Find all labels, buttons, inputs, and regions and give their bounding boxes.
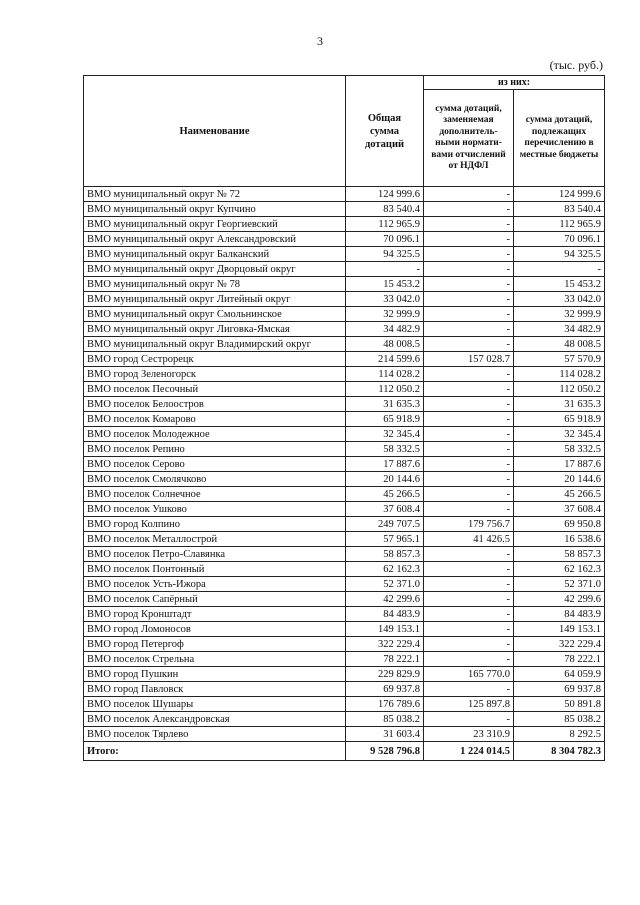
row-transfer: 322 229.4 (514, 637, 605, 652)
table-row (84, 262, 605, 277)
row-total: 17 887.6 (346, 457, 424, 472)
row-transfer: 31 635.3 (514, 397, 605, 412)
row-transfer: 69 937.8 (514, 682, 605, 697)
table-row (84, 397, 605, 412)
row-replaced: - (424, 622, 514, 637)
row-replaced: - (424, 562, 514, 577)
table-row (84, 307, 605, 322)
row-replaced: 157 028.7 (424, 352, 514, 367)
row-replaced: - (424, 247, 514, 262)
table-row (84, 532, 605, 547)
row-name: ВМО город Зеленогорск (84, 367, 346, 382)
row-name: ВМО поселок Ушково (84, 502, 346, 517)
row-name: ВМО город Сестрорецк (84, 352, 346, 367)
table-row (84, 637, 605, 652)
table-row (84, 697, 605, 712)
header-of-which: из них: (424, 76, 605, 90)
table-row (84, 187, 605, 202)
row-total: 114 028.2 (346, 367, 424, 382)
row-name: ВМО муниципальный округ Владимирский округ (84, 337, 346, 352)
row-total: 58 857.3 (346, 547, 424, 562)
row-replaced: - (424, 607, 514, 622)
row-transfer: 15 453.2 (514, 277, 605, 292)
row-name: ВМО муниципальный округ Балканский (84, 247, 346, 262)
row-total: 45 266.5 (346, 487, 424, 502)
row-transfer: - (514, 262, 605, 277)
row-name: ВМО поселок Понтонный (84, 562, 346, 577)
row-total: 78 222.1 (346, 652, 424, 667)
row-transfer: 149 153.1 (514, 622, 605, 637)
row-replaced: - (424, 457, 514, 472)
row-total: 149 153.1 (346, 622, 424, 637)
row-replaced: - (424, 262, 514, 277)
row-name: ВМО поселок Шушары (84, 697, 346, 712)
table-row (84, 577, 605, 592)
table-row (84, 592, 605, 607)
total-transfer: 8 304 782.3 (514, 742, 605, 761)
row-total: 322 229.4 (346, 637, 424, 652)
row-name: ВМО муниципальный округ Купчино (84, 202, 346, 217)
row-transfer: 32 999.9 (514, 307, 605, 322)
units-label: (тыс. руб.) (549, 58, 603, 72)
row-total: 249 707.5 (346, 517, 424, 532)
header-replaced: сумма дотаций, заменяемая дополнитель-ными нормати-вами отчислений от НДФЛ (424, 90, 514, 187)
row-transfer: 124 999.6 (514, 187, 605, 202)
row-replaced: 179 756.7 (424, 517, 514, 532)
table-row (84, 562, 605, 577)
row-transfer: 78 222.1 (514, 652, 605, 667)
row-replaced: - (424, 397, 514, 412)
row-name: ВМО поселок Белоостров (84, 397, 346, 412)
table-row (84, 367, 605, 382)
table-row (84, 622, 605, 637)
table-row (84, 547, 605, 562)
row-transfer: 83 540.4 (514, 202, 605, 217)
row-replaced: - (424, 502, 514, 517)
row-replaced: - (424, 232, 514, 247)
row-total: 33 042.0 (346, 292, 424, 307)
row-total: 229 829.9 (346, 667, 424, 682)
row-name: ВМО муниципальный округ Литейный округ (84, 292, 346, 307)
row-replaced: - (424, 712, 514, 727)
header-name: Наименование (84, 76, 346, 187)
row-transfer: 45 266.5 (514, 487, 605, 502)
row-transfer: 84 483.9 (514, 607, 605, 622)
table-row (84, 232, 605, 247)
row-replaced: - (424, 682, 514, 697)
page-number: 3 (317, 34, 323, 48)
table-row (84, 712, 605, 727)
row-replaced: - (424, 367, 514, 382)
row-replaced: - (424, 382, 514, 397)
row-total: 52 371.0 (346, 577, 424, 592)
table-row (84, 727, 605, 742)
row-replaced: 165 770.0 (424, 667, 514, 682)
row-replaced: - (424, 322, 514, 337)
row-total: 31 635.3 (346, 397, 424, 412)
row-transfer: 69 950.8 (514, 517, 605, 532)
row-total: 84 483.9 (346, 607, 424, 622)
row-transfer: 64 059.9 (514, 667, 605, 682)
row-transfer: 58 332.5 (514, 442, 605, 457)
subsidy-table (83, 75, 605, 761)
row-name: ВМО поселок Петро-Славянка (84, 547, 346, 562)
row-total: 112 050.2 (346, 382, 424, 397)
row-total: - (346, 262, 424, 277)
table-row (84, 337, 605, 352)
row-replaced: - (424, 307, 514, 322)
row-name: ВМО поселок Металлострой (84, 532, 346, 547)
table-row (84, 277, 605, 292)
row-name: ВМО поселок Усть-Ижора (84, 577, 346, 592)
row-name: ВМО поселок Молодежное (84, 427, 346, 442)
row-name: ВМО город Пушкин (84, 667, 346, 682)
row-transfer: 48 008.5 (514, 337, 605, 352)
row-total: 34 482.9 (346, 322, 424, 337)
row-transfer: 65 918.9 (514, 412, 605, 427)
row-total: 124 999.6 (346, 187, 424, 202)
row-replaced: - (424, 592, 514, 607)
row-name: ВМО город Петергоф (84, 637, 346, 652)
table-row (84, 442, 605, 457)
row-replaced: - (424, 277, 514, 292)
row-total: 32 345.4 (346, 427, 424, 442)
row-replaced: 125 897.8 (424, 697, 514, 712)
row-replaced: 23 310.9 (424, 727, 514, 742)
header-transfer: сумма дотаций, подлежащих перечислению в местные бюджеты (514, 90, 605, 187)
row-replaced: - (424, 577, 514, 592)
row-name: ВМО муниципальный округ Георгиевский (84, 217, 346, 232)
row-transfer: 112 965.9 (514, 217, 605, 232)
row-name: ВМО поселок Солнечное (84, 487, 346, 502)
row-transfer: 20 144.6 (514, 472, 605, 487)
table-row (84, 427, 605, 442)
row-total: 31 603.4 (346, 727, 424, 742)
row-transfer: 17 887.6 (514, 457, 605, 472)
row-transfer: 94 325.5 (514, 247, 605, 262)
table-row (84, 217, 605, 232)
row-name: ВМО поселок Комарово (84, 412, 346, 427)
table-row (84, 202, 605, 217)
row-name: ВМО поселок Смолячково (84, 472, 346, 487)
row-replaced: - (424, 442, 514, 457)
row-total: 214 599.6 (346, 352, 424, 367)
header-total: Общая сумма дотаций (346, 76, 424, 187)
total-sum: 9 528 796.8 (346, 742, 424, 761)
table-row (84, 322, 605, 337)
row-transfer: 114 028.2 (514, 367, 605, 382)
row-name: ВМО поселок Сапёрный (84, 592, 346, 607)
row-name: ВМО поселок Репино (84, 442, 346, 457)
row-transfer: 70 096.1 (514, 232, 605, 247)
table-row (84, 517, 605, 532)
row-name: ВМО город Колпино (84, 517, 346, 532)
row-total: 70 096.1 (346, 232, 424, 247)
row-transfer: 112 050.2 (514, 382, 605, 397)
row-replaced: 41 426.5 (424, 532, 514, 547)
row-transfer: 42 299.6 (514, 592, 605, 607)
row-transfer: 34 482.9 (514, 322, 605, 337)
row-total: 85 038.2 (346, 712, 424, 727)
row-transfer: 50 891.8 (514, 697, 605, 712)
row-replaced: - (424, 637, 514, 652)
row-total: 42 299.6 (346, 592, 424, 607)
row-total: 37 608.4 (346, 502, 424, 517)
row-total: 176 789.6 (346, 697, 424, 712)
row-transfer: 57 570.9 (514, 352, 605, 367)
row-replaced: - (424, 202, 514, 217)
row-name: ВМО поселок Песочный (84, 382, 346, 397)
row-name: ВМО муниципальный округ Смольнинское (84, 307, 346, 322)
row-transfer: 32 345.4 (514, 427, 605, 442)
row-name: ВМО муниципальный округ № 72 (84, 187, 346, 202)
table-row (84, 682, 605, 697)
row-name: ВМО муниципальный округ Александровский (84, 232, 346, 247)
row-total: 32 999.9 (346, 307, 424, 322)
row-name: ВМО муниципальный округ Дворцовый округ (84, 262, 346, 277)
total-label: Итого: (84, 742, 346, 761)
table-row (84, 412, 605, 427)
row-transfer: 58 857.3 (514, 547, 605, 562)
row-total: 112 965.9 (346, 217, 424, 232)
row-name: ВМО муниципальный округ № 78 (84, 277, 346, 292)
table-row (84, 502, 605, 517)
row-replaced: - (424, 412, 514, 427)
row-transfer: 85 038.2 (514, 712, 605, 727)
row-transfer: 52 371.0 (514, 577, 605, 592)
table-row (84, 487, 605, 502)
row-name: ВМО поселок Тярлево (84, 727, 346, 742)
row-transfer: 37 608.4 (514, 502, 605, 517)
row-total: 69 937.8 (346, 682, 424, 697)
table-row (84, 292, 605, 307)
row-name: ВМО город Кронштадт (84, 607, 346, 622)
total-replaced: 1 224 014.5 (424, 742, 514, 761)
row-replaced: - (424, 427, 514, 442)
row-replaced: - (424, 487, 514, 502)
row-total: 48 008.5 (346, 337, 424, 352)
row-transfer: 16 538.6 (514, 532, 605, 547)
table-row (84, 382, 605, 397)
row-total: 62 162.3 (346, 562, 424, 577)
row-name: ВМО муниципальный округ Лиговка-Ямская (84, 322, 346, 337)
table-row (84, 457, 605, 472)
row-total: 58 332.5 (346, 442, 424, 457)
row-name: ВМО город Павловск (84, 682, 346, 697)
table-row (84, 472, 605, 487)
row-name: ВМО поселок Стрельна (84, 652, 346, 667)
table-row (84, 247, 605, 262)
row-transfer: 33 042.0 (514, 292, 605, 307)
table-row (84, 607, 605, 622)
row-total: 94 325.5 (346, 247, 424, 262)
table-body (84, 187, 605, 742)
row-replaced: - (424, 217, 514, 232)
table-row (84, 352, 605, 367)
row-transfer: 8 292.5 (514, 727, 605, 742)
row-total: 65 918.9 (346, 412, 424, 427)
row-name: ВМО поселок Александровская (84, 712, 346, 727)
row-total: 57 965.1 (346, 532, 424, 547)
row-replaced: - (424, 187, 514, 202)
row-replaced: - (424, 652, 514, 667)
row-total: 83 540.4 (346, 202, 424, 217)
row-transfer: 62 162.3 (514, 562, 605, 577)
row-replaced: - (424, 472, 514, 487)
row-name: ВМО поселок Серово (84, 457, 346, 472)
row-name: ВМО город Ломоносов (84, 622, 346, 637)
table-row (84, 652, 605, 667)
row-replaced: - (424, 547, 514, 562)
table-row (84, 667, 605, 682)
row-total: 15 453.2 (346, 277, 424, 292)
table-header (84, 76, 605, 187)
row-replaced: - (424, 337, 514, 352)
row-replaced: - (424, 292, 514, 307)
row-total: 20 144.6 (346, 472, 424, 487)
total-row (84, 742, 605, 761)
